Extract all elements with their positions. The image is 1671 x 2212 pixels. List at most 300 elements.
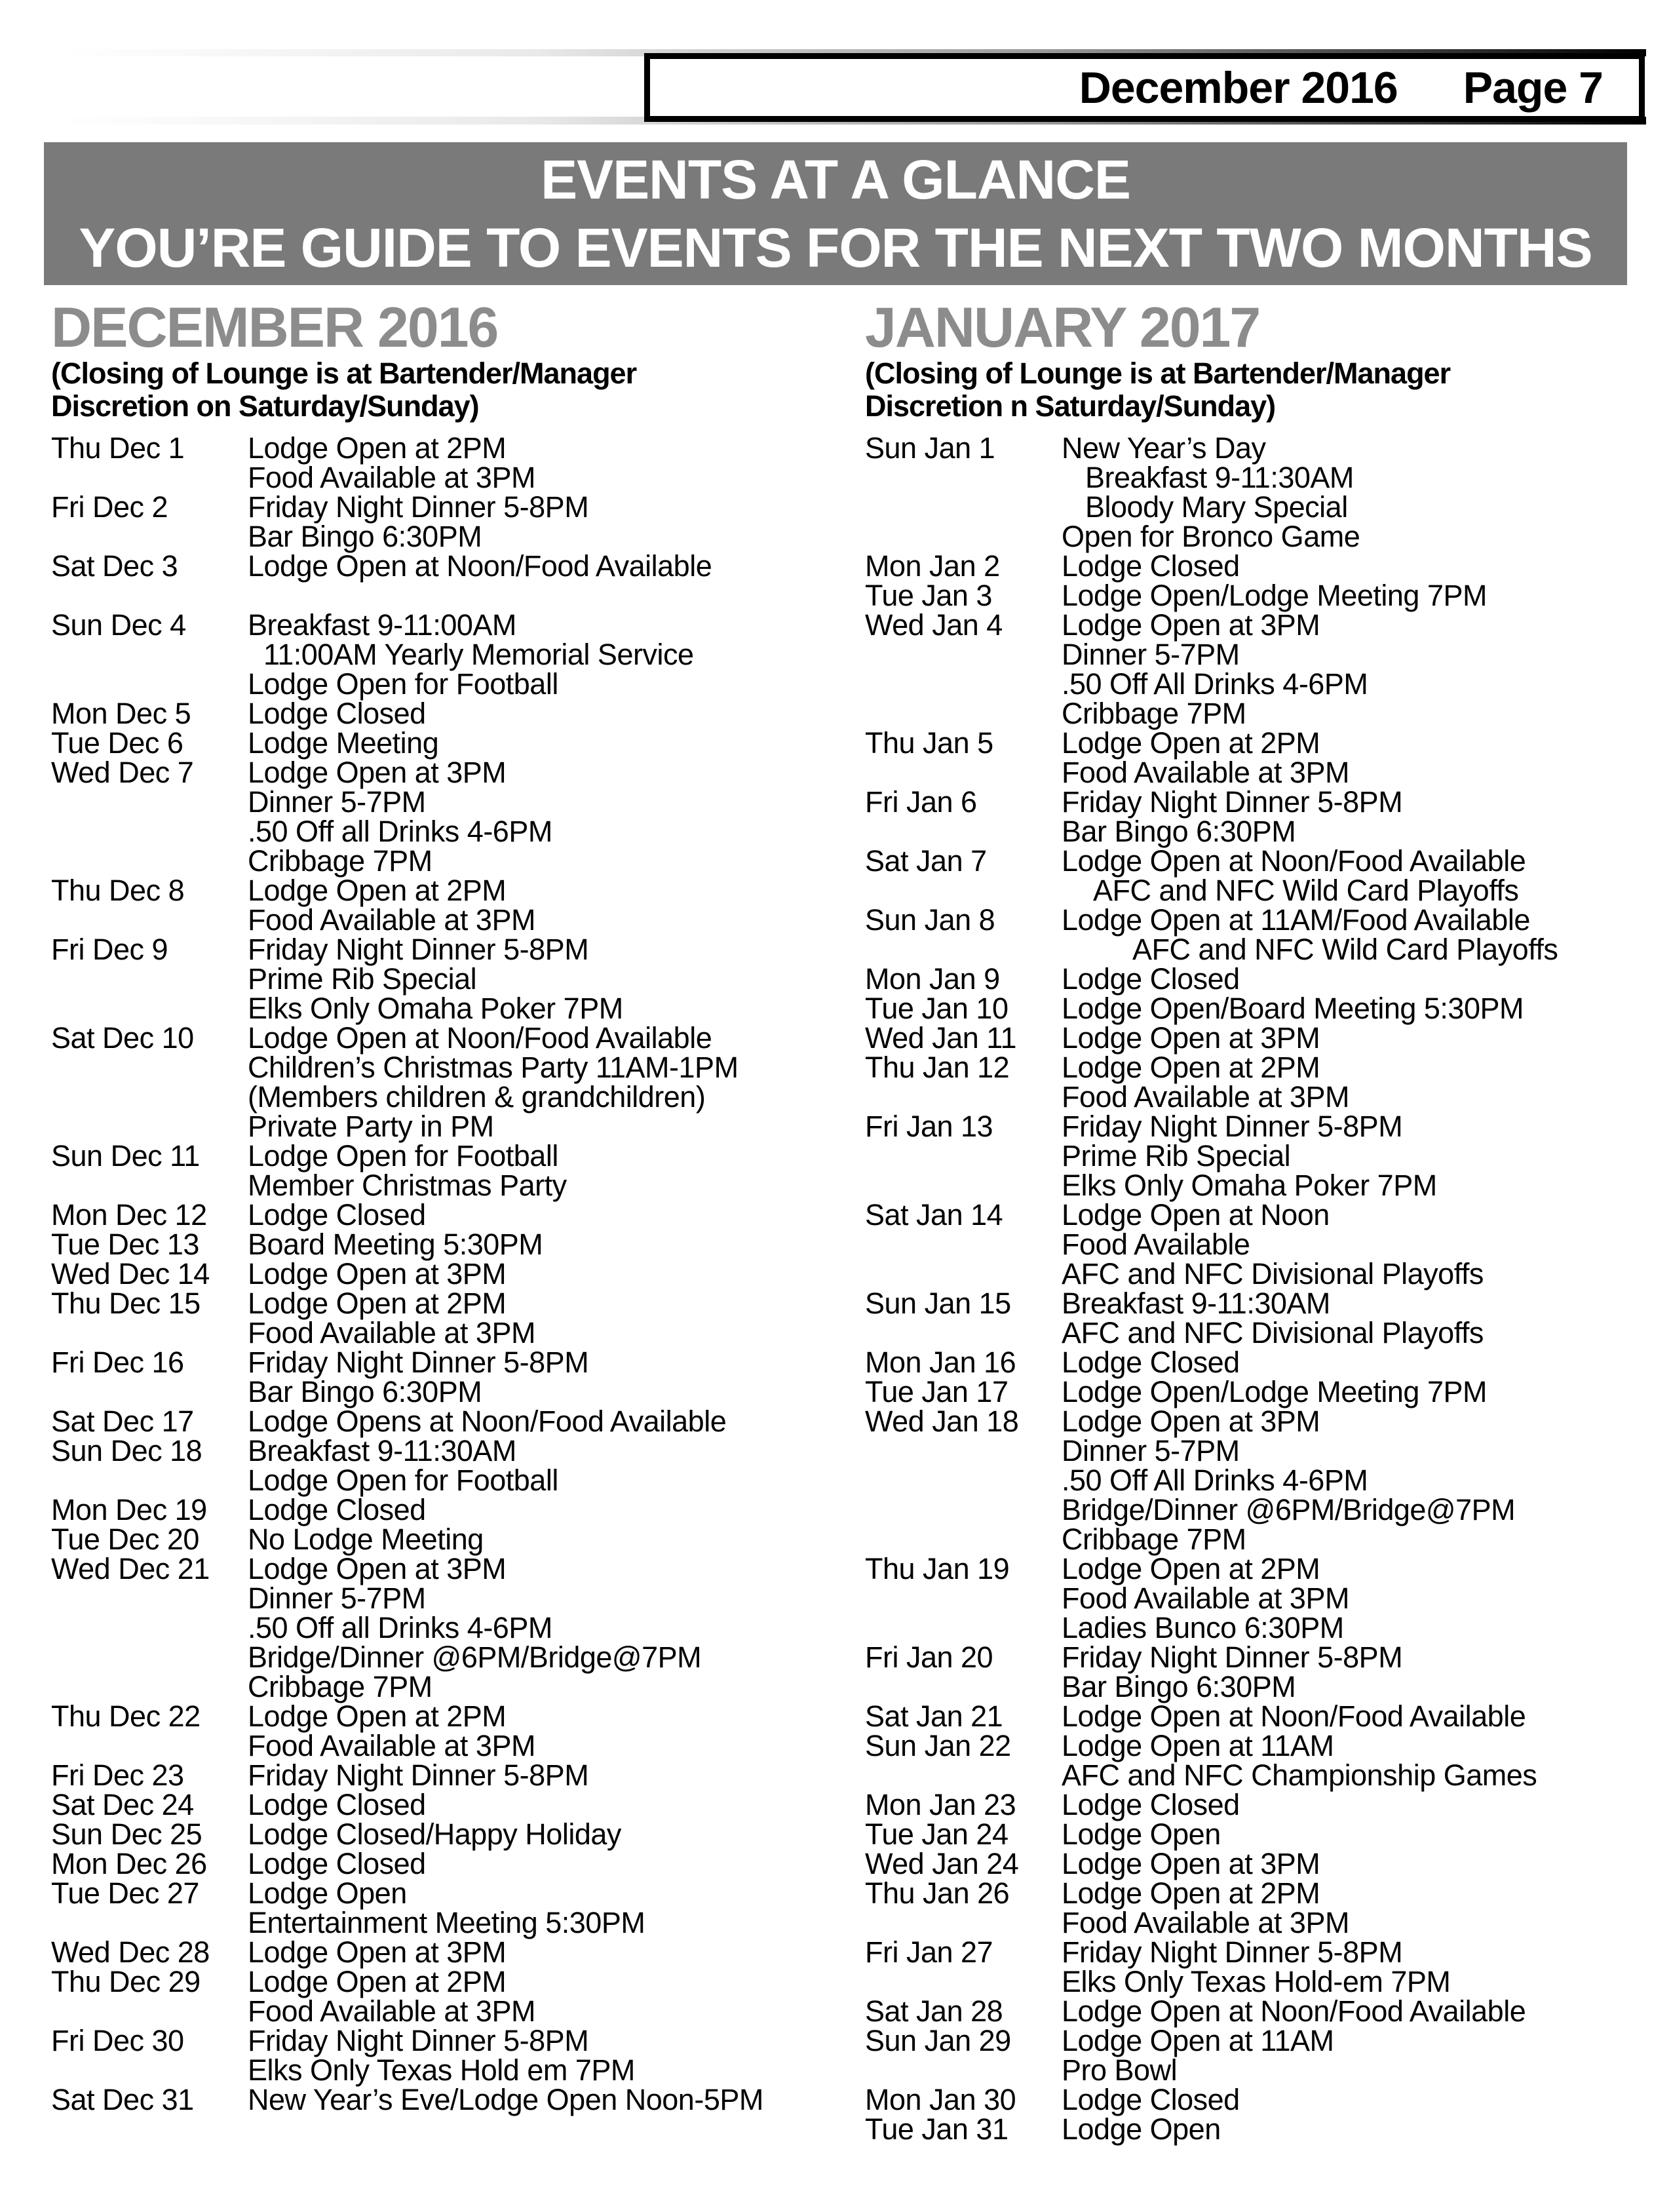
event-line: Food Available at 3PM — [1062, 756, 1349, 789]
event-line: Lodge Open at 2PM — [1062, 726, 1320, 760]
event-row — [865, 964, 1648, 994]
event-day: Wed Jan 24 — [865, 1847, 1019, 1880]
event-day: Sun Jan 22 — [865, 1729, 1011, 1762]
event-line: Lodge Open at 3PM — [1062, 608, 1320, 642]
event-line: (Members children & grandchildren) — [248, 1080, 706, 1114]
event-line: Lodge Closed — [248, 1493, 426, 1526]
event-day: Tue Jan 31 — [865, 2112, 1008, 2146]
event-row — [865, 994, 1648, 1023]
event-line: Bar Bingo 6:30PM — [248, 520, 482, 553]
event-lines — [248, 1849, 805, 1878]
event-row — [51, 1023, 805, 1141]
event-line: .50 Off all Drinks 4-6PM — [248, 1611, 552, 1644]
event-line: Elks Only Omaha Poker 7PM — [1062, 1169, 1437, 1202]
event-row — [865, 1849, 1648, 1878]
event-line: Friday Night Dinner 5-8PM — [1062, 1110, 1403, 1143]
event-line: Food Available — [1062, 1228, 1250, 1261]
event-line: 11:00AM Yearly Memorial Service — [248, 638, 694, 671]
event-line: Bar Bingo 6:30PM — [248, 1375, 482, 1408]
event-line: Lodge Open — [1062, 2112, 1221, 2146]
event-line: Lodge Closed — [1062, 2083, 1240, 2116]
event-row — [865, 1937, 1648, 1996]
event-line: Lodge Closed — [1062, 549, 1240, 583]
event-day: Thu Dec 15 — [51, 1287, 201, 1320]
event-line: Lodge Open at 2PM — [1062, 1051, 1320, 1084]
event-lines — [1062, 728, 1648, 787]
event-day: Fri Dec 9 — [51, 933, 168, 966]
event-row — [865, 1348, 1648, 1377]
event-line: Friday Night Dinner 5-8PM — [248, 1758, 589, 1792]
event-lines — [248, 551, 805, 581]
event-lines — [1062, 905, 1648, 964]
event-day: Thu Jan 5 — [865, 726, 993, 760]
event-line: Lodge Closed — [248, 1198, 426, 1232]
event-row — [51, 876, 805, 935]
event-day: Mon Dec 19 — [51, 1493, 207, 1526]
event-row — [865, 1642, 1648, 1701]
event-lines — [1062, 1023, 1648, 1053]
event-lines — [1062, 2085, 1648, 2114]
event-line: Friday Night Dinner 5-8PM — [1062, 1935, 1403, 1969]
event-line: Lodge Open at 2PM — [248, 1965, 507, 1998]
event-day: Fri Jan 27 — [865, 1935, 993, 1969]
event-line: Lodge Open at 3PM — [248, 1257, 507, 1290]
event-day: Tue Jan 3 — [865, 579, 992, 612]
event-line: Lodge Open at 2PM — [248, 1287, 507, 1320]
event-day: Tue Dec 20 — [51, 1523, 199, 1556]
event-row — [865, 1878, 1648, 1937]
event-line: New Year’s Day — [1062, 431, 1266, 465]
event-lines — [248, 2085, 805, 2114]
event-day: Thu Jan 12 — [865, 1051, 1010, 1084]
event-row — [865, 2114, 1648, 2144]
issue-box — [644, 53, 1645, 122]
event-lines — [248, 1819, 805, 1849]
event-line: AFC and NFC Divisional Playoffs — [1062, 1257, 1484, 1290]
event-day: Sun Dec 18 — [51, 1434, 202, 1467]
event-line: Lodge Open at Noon/Food Available — [248, 1021, 712, 1055]
event-row — [865, 1819, 1648, 1849]
event-day: Wed Jan 18 — [865, 1405, 1019, 1438]
event-row — [865, 2085, 1648, 2114]
event-lines — [1062, 2026, 1648, 2085]
issue-date: December 2016 — [1079, 62, 1398, 113]
event-lines — [1062, 2114, 1648, 2144]
event-day: Thu Dec 22 — [51, 1699, 201, 1733]
event-day: Sun Dec 25 — [51, 1817, 202, 1851]
event-day: Fri Dec 23 — [51, 1758, 184, 1792]
event-lines — [248, 1937, 805, 1967]
event-line: Lodge Open at Noon/Food Available — [248, 549, 712, 583]
event-lines — [248, 876, 805, 935]
event-line: Friday Night Dinner 5-8PM — [248, 1346, 589, 1379]
event-line: Breakfast 9-11:30AM — [248, 1434, 516, 1467]
event-line: Lodge Open at 3PM — [248, 1552, 507, 1585]
event-line: Breakfast 9-11:00AM — [248, 608, 516, 642]
event-line: Lodge Closed/Happy Holiday — [248, 1817, 621, 1851]
event-day: Wed Jan 4 — [865, 608, 1003, 642]
event-day: Sun Jan 1 — [865, 431, 995, 465]
month-column-december — [51, 296, 805, 2144]
event-line: Lodge Open at 3PM — [1062, 1405, 1320, 1438]
event-day: Sat Dec 10 — [51, 1021, 194, 1055]
event-day: Fri Dec 30 — [51, 2024, 184, 2057]
event-line: Friday Night Dinner 5-8PM — [248, 933, 589, 966]
event-lines — [1062, 1996, 1648, 2026]
event-row — [865, 728, 1648, 787]
event-line: Lodge Open at 11AM — [1062, 2024, 1334, 2057]
event-row — [51, 492, 805, 551]
event-line: Children’s Christmas Party 11AM-1PM — [248, 1051, 739, 1084]
event-line: Bridge/Dinner @6PM/Bridge@7PM — [1062, 1493, 1516, 1526]
event-list — [51, 433, 805, 2114]
event-day: Wed Dec 28 — [51, 1935, 210, 1969]
event-line: Lodge Open at Noon — [1062, 1198, 1330, 1232]
event-line: Member Christmas Party — [248, 1169, 567, 1202]
event-lines — [248, 1878, 805, 1937]
event-row — [865, 905, 1648, 964]
event-row — [51, 1348, 805, 1407]
event-lines — [248, 935, 805, 1023]
event-line: Lodge Open at 2PM — [1062, 1876, 1320, 1910]
event-line: Lodge Open at 3PM — [1062, 1021, 1320, 1055]
event-lines — [248, 699, 805, 728]
event-lines — [1062, 433, 1648, 551]
event-day: Wed Dec 7 — [51, 756, 194, 789]
event-lines — [248, 1790, 805, 1819]
event-lines — [248, 610, 805, 699]
event-day: Fri Jan 13 — [865, 1110, 993, 1143]
event-day: Sun Jan 29 — [865, 2024, 1011, 2057]
event-day: Sun Dec 11 — [51, 1139, 200, 1173]
event-row — [865, 1996, 1648, 2026]
event-line: Breakfast 9-11:30AM — [1062, 461, 1354, 494]
event-line: Lodge Opens at Noon/Food Available — [248, 1405, 727, 1438]
newsletter-page — [0, 49, 1671, 2212]
event-row — [51, 1141, 805, 1200]
event-row — [51, 2026, 805, 2085]
event-line: Cribbage 7PM — [248, 844, 432, 878]
event-row — [51, 1554, 805, 1701]
banner-subtitle: YOU’RE GUIDE TO EVENTS FOR THE NEXT TWO MONTHS — [79, 217, 1592, 279]
month-note-line: Discretion on Saturday/Sunday) — [51, 389, 479, 423]
event-line: Cribbage 7PM — [1062, 1523, 1246, 1556]
event-lines — [1062, 787, 1648, 846]
event-row — [51, 699, 805, 728]
event-line: Food Available at 3PM — [248, 461, 535, 494]
event-line: Food Available at 3PM — [1062, 1906, 1349, 1939]
event-day — [51, 581, 248, 610]
event-line: Lodge Closed — [1062, 1346, 1240, 1379]
event-day: Sat Dec 3 — [51, 549, 178, 583]
masthead — [62, 49, 1646, 125]
event-lines — [1062, 994, 1648, 1023]
event-line: Lodge Meeting — [248, 726, 439, 760]
event-lines — [1062, 1289, 1648, 1348]
event-day: Wed Jan 11 — [865, 1021, 1016, 1055]
event-lines — [1062, 1348, 1648, 1377]
event-line: Food Available at 3PM — [248, 1994, 535, 2028]
event-line: No Lodge Meeting — [248, 1523, 484, 1556]
event-lines — [1062, 551, 1648, 581]
event-line: Board Meeting 5:30PM — [248, 1228, 543, 1261]
event-row — [51, 758, 805, 876]
event-line — [248, 581, 805, 610]
event-row — [51, 1524, 805, 1554]
month-title: JANUARY 2017 — [865, 296, 1260, 359]
event-lines — [1062, 1112, 1648, 1200]
event-row — [865, 1112, 1648, 1200]
event-line: Food Available at 3PM — [1062, 1080, 1349, 1114]
event-row — [51, 1849, 805, 1878]
event-lines — [248, 1760, 805, 1790]
event-day: Sun Jan 8 — [865, 903, 995, 937]
event-line: Lodge Open for Football — [248, 1139, 558, 1173]
event-row — [865, 787, 1648, 846]
event-day: Thu Dec 1 — [51, 431, 185, 465]
event-row — [51, 728, 805, 758]
event-lines — [1062, 964, 1648, 994]
event-row — [865, 1554, 1648, 1642]
event-day: Sat Jan 21 — [865, 1699, 1003, 1733]
event-line: Lodge Open at 3PM — [248, 1935, 507, 1969]
event-line: Lodge Open at 3PM — [248, 756, 507, 789]
event-row — [51, 1760, 805, 1790]
event-line: Dinner 5-7PM — [1062, 1434, 1240, 1467]
event-line: AFC and NFC Wild Card Playoffs — [1062, 874, 1519, 907]
event-row — [865, 1053, 1648, 1112]
event-lines — [248, 1289, 805, 1348]
event-day: Tue Dec 13 — [51, 1228, 199, 1261]
event-line: Friday Night Dinner 5-8PM — [248, 2024, 589, 2057]
event-day: Sat Jan 14 — [865, 1198, 1003, 1232]
event-lines — [248, 1141, 805, 1200]
event-lines — [1062, 1878, 1648, 1937]
event-line: AFC and NFC Championship Games — [1062, 1758, 1537, 1792]
event-day: Sat Jan 28 — [865, 1994, 1003, 2028]
event-line: Ladies Bunco 6:30PM — [1062, 1611, 1344, 1644]
event-row — [51, 935, 805, 1023]
event-line: Lodge Open for Football — [248, 1464, 558, 1497]
event-line: Food Available at 3PM — [248, 1729, 535, 1762]
two-month-columns — [0, 296, 1671, 2146]
event-line: Lodge Closed — [1062, 962, 1240, 996]
event-line: Lodge Open at Noon/Food Available — [1062, 844, 1526, 878]
month-title: DECEMBER 2016 — [51, 296, 498, 359]
event-row — [51, 1878, 805, 1937]
event-line: Food Available at 3PM — [248, 1316, 535, 1349]
event-lines — [1062, 1554, 1648, 1642]
event-line: Lodge Open at 2PM — [1062, 1552, 1320, 1585]
event-lines — [248, 1407, 805, 1436]
event-day: Mon Jan 23 — [865, 1788, 1016, 1821]
event-day: Mon Dec 12 — [51, 1198, 207, 1232]
event-line: Lodge Open at 11AM/Food Available — [1062, 903, 1530, 937]
event-line: Lodge Open at 2PM — [248, 874, 507, 907]
event-line: Food Available at 3PM — [248, 903, 535, 937]
event-line: Private Party in PM — [248, 1110, 494, 1143]
event-row — [865, 1289, 1648, 1348]
event-list — [865, 433, 1648, 2144]
event-day: Thu Jan 26 — [865, 1876, 1010, 1910]
event-day: Sun Jan 15 — [865, 1287, 1011, 1320]
spacer-row — [51, 581, 805, 610]
event-lines — [248, 1967, 805, 2026]
event-row — [51, 1289, 805, 1348]
month-note — [51, 357, 805, 423]
event-line: .50 Off All Drinks 4-6PM — [1062, 667, 1368, 701]
event-day: Tue Jan 24 — [865, 1817, 1008, 1851]
event-line: Lodge Closed — [1062, 1788, 1240, 1821]
event-lines — [1062, 1200, 1648, 1289]
event-line: Bridge/Dinner @6PM/Bridge@7PM — [248, 1640, 702, 1674]
event-lines — [248, 1348, 805, 1407]
event-day: Fri Jan 6 — [865, 785, 977, 819]
event-row — [51, 433, 805, 492]
event-row — [865, 1790, 1648, 1819]
event-line: Prime Rib Special — [1062, 1139, 1291, 1173]
event-line: Food Available at 3PM — [1062, 1581, 1349, 1615]
event-line: Entertainment Meeting 5:30PM — [248, 1906, 645, 1939]
event-lines — [248, 1436, 805, 1495]
event-lines — [1062, 1790, 1648, 1819]
event-lines — [248, 1023, 805, 1141]
event-line: Lodge Open at Noon/Food Available — [1062, 1994, 1526, 2028]
page-number: Page 7 — [1463, 62, 1603, 113]
event-row — [51, 1200, 805, 1230]
event-lines — [1062, 846, 1648, 905]
event-day: Mon Jan 9 — [865, 962, 1000, 996]
event-line: Lodge Open/Lodge Meeting 7PM — [1062, 579, 1487, 612]
banner-title: EVENTS AT A GLANCE — [541, 149, 1130, 210]
event-lines — [248, 1495, 805, 1524]
event-line: Lodge Open at 3PM — [1062, 1847, 1320, 1880]
event-line: Lodge Open — [1062, 1817, 1221, 1851]
event-lines — [1062, 1701, 1648, 1731]
event-day: Tue Jan 10 — [865, 992, 1008, 1025]
event-lines — [248, 728, 805, 758]
event-day: Thu Dec 8 — [51, 874, 185, 907]
event-line: Lodge Open at 2PM — [248, 1699, 507, 1733]
event-line: Dinner 5-7PM — [1062, 638, 1240, 671]
event-lines — [1062, 1377, 1648, 1407]
event-row — [51, 1937, 805, 1967]
event-row — [51, 610, 805, 699]
event-line: .50 Off All Drinks 4-6PM — [1062, 1464, 1368, 1497]
event-lines — [248, 581, 805, 610]
event-line: Elks Only Texas Hold-em 7PM — [1062, 1965, 1451, 1998]
event-line: Elks Only Omaha Poker 7PM — [248, 992, 623, 1025]
event-line: Bar Bingo 6:30PM — [1062, 815, 1296, 848]
event-row — [865, 1200, 1648, 1289]
event-lines — [1062, 1407, 1648, 1554]
event-day: Fri Jan 20 — [865, 1640, 993, 1674]
event-line: .50 Off all Drinks 4-6PM — [248, 815, 552, 848]
event-line: Lodge Closed — [248, 697, 426, 730]
event-lines — [248, 1259, 805, 1289]
event-lines — [1062, 1731, 1648, 1790]
event-line: Lodge Closed — [248, 1788, 426, 1821]
event-day: Fri Dec 2 — [51, 490, 168, 524]
event-day: Fri Dec 16 — [51, 1346, 184, 1379]
event-line: AFC and NFC Wild Card Playoffs — [1062, 933, 1558, 966]
event-day: Mon Jan 16 — [865, 1346, 1016, 1379]
event-lines — [248, 1230, 805, 1259]
event-row — [51, 1436, 805, 1495]
event-lines — [248, 492, 805, 551]
event-lines — [1062, 1642, 1648, 1701]
month-column-january — [865, 296, 1648, 2146]
event-line: Lodge Open at Noon/Food Available — [1062, 1699, 1526, 1733]
event-line: Friday Night Dinner 5-8PM — [1062, 785, 1403, 819]
event-row — [865, 551, 1648, 581]
event-lines — [1062, 610, 1648, 728]
event-row — [51, 1495, 805, 1524]
event-day: Sat Dec 17 — [51, 1405, 194, 1438]
event-day: Thu Dec 29 — [51, 1965, 201, 1998]
event-lines — [248, 1200, 805, 1230]
event-line: Bar Bingo 6:30PM — [1062, 1670, 1296, 1703]
event-row — [51, 1790, 805, 1819]
event-row — [51, 1819, 805, 1849]
event-lines — [1062, 581, 1648, 610]
event-line: Pro Bowl — [1062, 2053, 1178, 2087]
event-row — [865, 1731, 1648, 1790]
event-lines — [248, 1524, 805, 1554]
event-row — [865, 2026, 1648, 2085]
event-line: AFC and NFC Divisional Playoffs — [1062, 1316, 1484, 1349]
event-row — [51, 1701, 805, 1760]
event-line: Lodge Closed — [248, 1847, 426, 1880]
event-lines — [248, 2026, 805, 2085]
event-line: Lodge Open/Board Meeting 5:30PM — [1062, 992, 1524, 1025]
event-line: Lodge Open/Lodge Meeting 7PM — [1062, 1375, 1487, 1408]
event-lines — [248, 758, 805, 876]
event-row — [865, 581, 1648, 610]
event-lines — [248, 1701, 805, 1760]
event-day: Thu Jan 19 — [865, 1552, 1010, 1585]
event-line: Cribbage 7PM — [1062, 697, 1246, 730]
event-line: Lodge Open — [248, 1876, 407, 1910]
event-day: Tue Jan 17 — [865, 1375, 1008, 1408]
event-line: Prime Rib Special — [248, 962, 477, 996]
event-line: Dinner 5-7PM — [248, 1581, 426, 1615]
event-row — [51, 1259, 805, 1289]
event-line: Cribbage 7PM — [248, 1670, 432, 1703]
event-line: Friday Night Dinner 5-8PM — [248, 490, 589, 524]
event-line: Dinner 5-7PM — [248, 785, 426, 819]
event-day: Tue Dec 6 — [51, 726, 183, 760]
event-lines — [1062, 1053, 1648, 1112]
event-line: Breakfast 9-11:30AM — [1062, 1287, 1330, 1320]
event-lines — [1062, 1937, 1648, 1996]
event-row — [51, 2085, 805, 2114]
event-day: Wed Dec 14 — [51, 1257, 210, 1290]
event-line: Lodge Open at 11AM — [1062, 1729, 1334, 1762]
event-line: Elks Only Texas Hold em 7PM — [248, 2053, 635, 2087]
event-line: Lodge Open at 2PM — [248, 431, 507, 465]
event-day: Sat Dec 31 — [51, 2083, 194, 2116]
month-note — [865, 357, 1648, 423]
event-row — [51, 1230, 805, 1259]
event-row — [865, 846, 1648, 905]
event-line: Open for Bronco Game — [1062, 520, 1360, 553]
event-lines — [1062, 1849, 1648, 1878]
event-row — [51, 551, 805, 581]
event-lines — [248, 1554, 805, 1701]
event-day: Mon Dec 26 — [51, 1847, 207, 1880]
event-row — [51, 1407, 805, 1436]
